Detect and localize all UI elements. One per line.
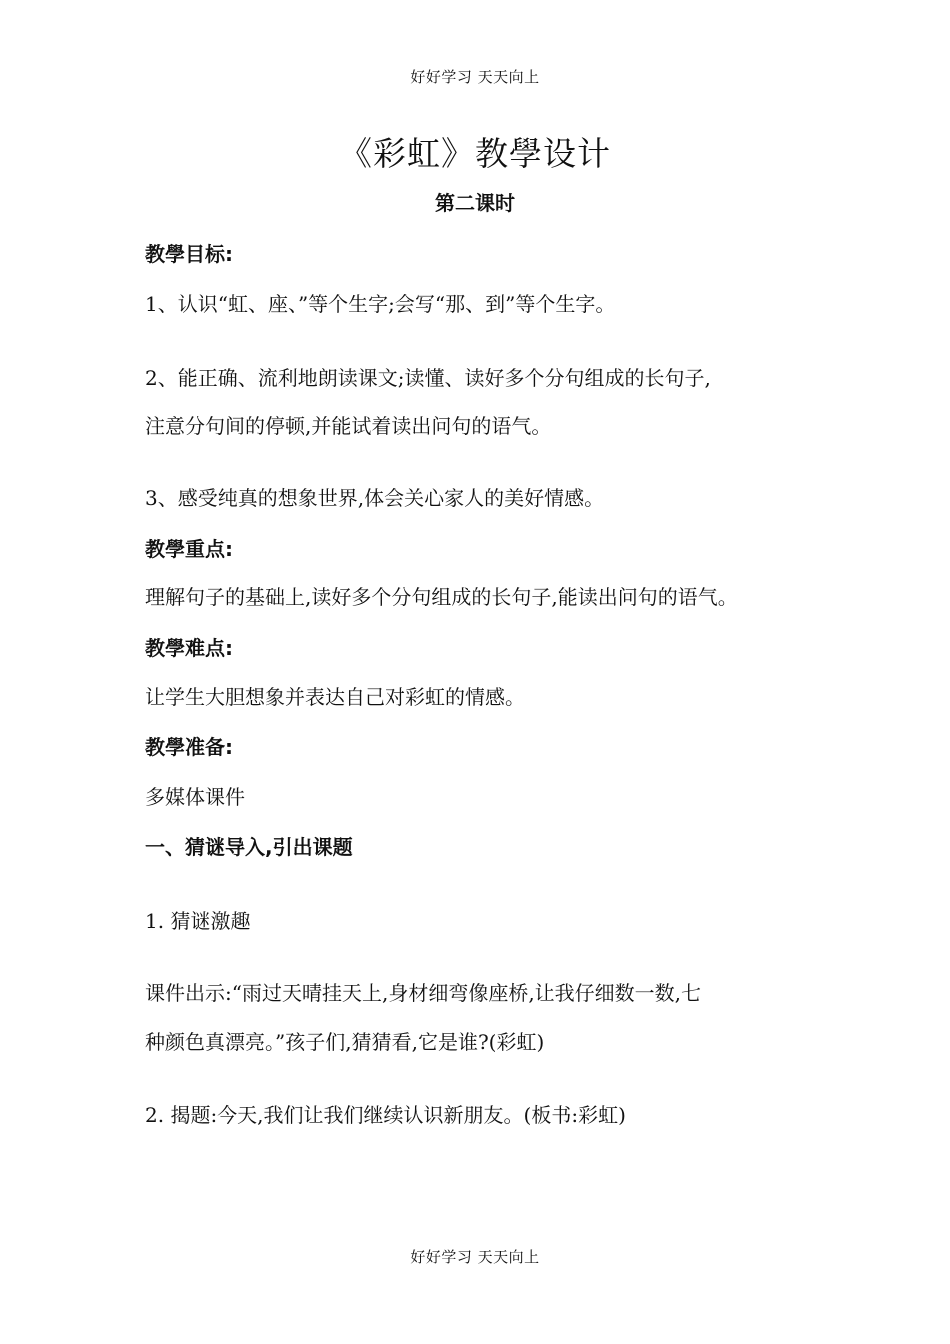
goal-item-2-line-2: 注意分句间的停顿,并能试着读出问句的语气。 [145,414,552,438]
goal-item-2-line-1: 2、能正确、流利地朗读课文;读懂、读好多个分句组成的长句子, [145,366,711,390]
lesson-subtitle: 第二课时 [435,191,515,215]
section-1-step-2: 2. 揭题:今天,我们让我们继续认识新朋友。(板书:彩虹) [145,1103,626,1127]
page-header: 好好学习 天天向上 [410,68,540,86]
key-points-heading: 教學重点: [145,537,233,561]
page-footer: 好好学习 天天向上 [410,1248,540,1266]
goals-heading: 教學目标: [145,242,233,266]
section-1-step-1: 1. 猜谜激趣 [145,909,251,933]
goal-item-3: 3、感受纯真的想象世界,体会关心家人的美好情感。 [145,486,605,510]
preparation-heading: 教學准备: [145,735,233,759]
key-points-text: 理解句子的基础上,读好多个分句组成的长句子,能读出问句的语气。 [145,585,738,609]
section-1-heading: 一、猜谜导入,引出课题 [145,835,353,859]
riddle-line-2: 种颜色真漂亮。”孩子们,猜猜看,它是谁?(彩虹) [145,1030,545,1054]
difficulties-text: 让学生大胆想象并表达自己对彩虹的情感。 [145,685,525,709]
difficulties-heading: 教學难点: [145,636,233,660]
goal-item-1: 1、认识“虹、座、”等个生字;会写“那、到”等个生字。 [145,292,616,316]
preparation-text: 多媒体课件 [145,785,245,809]
document-title: 《彩虹》教學设计 [339,134,611,173]
riddle-line-1: 课件出示:“雨过天晴挂天上,身材细弯像座桥,让我仔细数一数,七 [145,981,702,1005]
